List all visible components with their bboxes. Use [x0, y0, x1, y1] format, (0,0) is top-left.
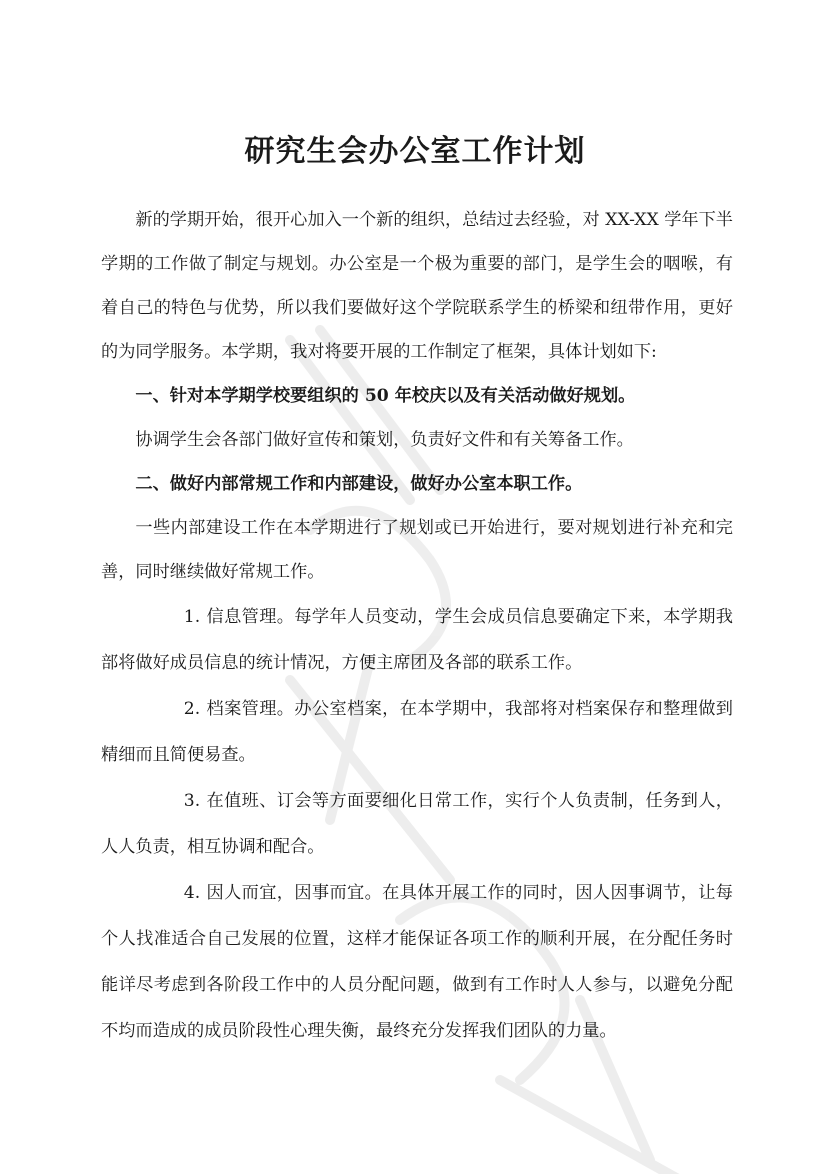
- list-item-number: 3.: [183, 791, 201, 811]
- numbered-list: [101, 594, 733, 1054]
- list-item-number: 2.: [183, 699, 201, 719]
- section-heading-2: 二、做好内部常规工作和内部建设，做好办公室本职工作。: [135, 474, 583, 494]
- page-title: 研究生会办公室工作计划: [244, 134, 586, 170]
- list-item-number: 4.: [183, 883, 201, 903]
- list-item: [101, 778, 733, 870]
- list-item: [101, 870, 733, 1054]
- list-item-text: 档案管理。办公室档案，在本学期中，我部将对档案保存和整理做到精细而且简便易查。: [101, 699, 733, 765]
- section-heading-1: 一、针对本学期学校要组织的 50 年校庆以及有关活动做好规划。: [135, 386, 636, 406]
- document-body: [101, 198, 733, 1054]
- list-item-number: 1.: [183, 607, 201, 627]
- section-2-paragraph: 一些内部建设工作在本学期进行了规划或已开始进行，要对规划进行补充和完善，同时继续做好常规工作。: [101, 518, 733, 582]
- list-item-text: 信息管理。每学年人员变动，学生会成员信息要确定下来，本学期我部将做好成员信息的统计情况，方便主席团及各部的联系工作。: [101, 607, 733, 673]
- list-item: [101, 686, 733, 778]
- section-1-paragraph: 协调学生会各部门做好宣传和策划，负责好文件和有关筹备工作。: [135, 430, 634, 450]
- list-item-text: 在值班、订会等方面要细化日常工作，实行个人负责制，任务到人，人人负责，相互协调和配合。: [101, 791, 733, 857]
- intro-paragraph: 新的学期开始，很开心加入一个新的组织，总结过去经验，对 XX-XX 学年下半学期的工作做了制定与规划。办公室是一个极为重要的部门，是学生会的咽喉，有着自己的特色与优势，所以我们要做好这个学院联系学生的桥梁和纽带作用，更好的为同学服务。本学期，我对将要开展的工作制定了框架，具体计划如下:: [101, 210, 733, 362]
- list-item: [101, 594, 733, 686]
- list-item-text: 因人而宜，因事而宜。在具体开展工作的同时，因人因事调节，让每个人找准适合自己发展的位置，这样才能保证各项工作的顺利开展，在分配任务时能详尽考虑到各阶段工作中的人员分配问题，做到有工作时人人参与，以避免分配不均而造成的成员阶段性心理失衡，最终充分发挥我们团队的力量。: [101, 883, 733, 1041]
